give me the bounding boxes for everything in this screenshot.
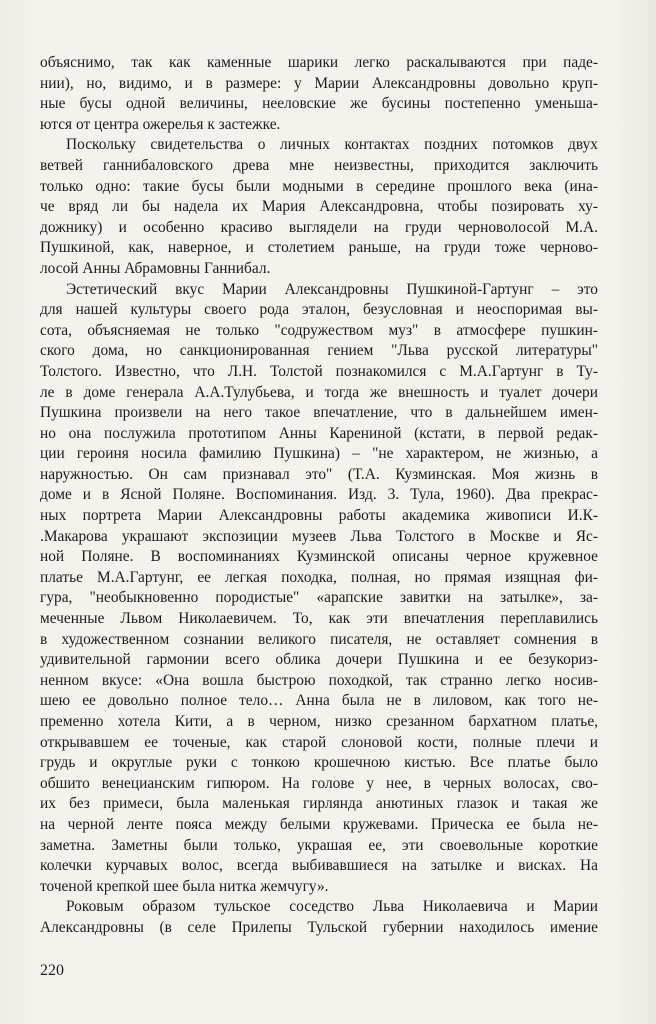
paragraph (40, 280, 598, 898)
text-line: шею ее довольно полное тело… Анна была не в лиловом, как того не- (40, 692, 598, 710)
text-line: платье М.А.Гартунг, ее легкая походка, полная, но прямая изящная фи- (40, 568, 598, 586)
text-line: ции героиня носила фамилию Пушкина) – "не характером, не жизнью, а (40, 445, 598, 463)
paragraph (40, 897, 598, 938)
text-line: только одно: такие бусы были модными в середине прошлого века (ина- (40, 177, 598, 195)
text-line: на черной ленте пояса между белыми кружевами. Прическа ее была не- (40, 815, 598, 833)
text-line: ных портрета Марии Александровны работы академика живописи И.К- (40, 507, 598, 525)
text-line: грудь и округлые руки с тонкою крошечною кистью. Все платье было (40, 754, 598, 772)
text-line: ветвей ганнибаловского древа мне неизвестны, приходится заключить (40, 156, 598, 174)
text-line: меченные Львом Николаевичем. То, как эти впечатления переплавились (40, 610, 598, 628)
text-line: дожнику) и особенно красиво выглядели на груди черноволосой М.А. (40, 218, 598, 236)
paragraph (40, 135, 598, 279)
text-line: наружностью. Он сам признавал это" (Т.А. Кузминская. Моя жизнь в (40, 465, 598, 483)
text-line: .Макарова украшают экспозиции музеев Льва Толстого в Москве и Яс- (40, 527, 598, 545)
text-line: точеной крепкой шее была нитка жемчугу». (40, 877, 329, 895)
body-text (40, 53, 598, 939)
text-line: для нашей культуры своего рода эталон, безусловная и неоспоримая вы- (40, 301, 598, 319)
text-line: открывавшем ее точеные, как старой слоновой кости, полные плечи и (40, 733, 598, 751)
text-line: заметна. Заметны были только, украшая ее, эти своевольные короткие (40, 836, 598, 854)
page-number: 220 (40, 962, 64, 979)
text-line: че вряд ли бы надела их Мария Александровна, чтобы позировать ху- (40, 198, 598, 216)
text-line: ются от центра ожерелья к застежке. (40, 115, 281, 133)
text-line: удивительной гармонии всего облика дочери Пушкина и ее безукориз- (40, 651, 598, 669)
text-line: Роковым образом тульское соседство Льва Николаевича и Марии (66, 898, 598, 916)
text-line: ского дома, но санкционированная гением "Льва русской литературы" (40, 342, 598, 360)
text-line: Толстого. Известно, что Л.Н. Толстой познакомился с М.А.Гартунг в Ту- (40, 362, 598, 380)
text-line: нии), но, видимо, и в размере: у Марии Александровны довольно круп- (40, 74, 598, 92)
text-line: ле в доме генерала А.А.Тулубьева, и тогда же внешность и туалет дочери (40, 383, 598, 401)
text-line: Александровны (в селе Прилепы Тульской губернии находилось имение (40, 918, 598, 936)
text-line: сота, объясняемая не только "содружеством муз" в атмосфере пушкин- (40, 321, 598, 339)
text-line: Пушкиной, как, наверное, и столетием раньше, на груди тоже черново- (40, 239, 598, 257)
text-line: Поскольку свидетельства о личных контактах поздних потомков двух (66, 136, 598, 154)
text-line: их без примеси, была маленькая гирлянда анютиных глазок и такая же (40, 795, 598, 813)
text-line: но она послужила прототипом Анны Карениной (кстати, в первой редак- (40, 424, 598, 442)
text-line: доме и в Ясной Поляне. Воспоминания. Изд. 3. Тула, 1960). Два прекрас- (40, 486, 598, 504)
text-line: ные бусы одной величины, нееловские же бусины постепенно уменьша- (40, 95, 598, 113)
paragraph (40, 53, 598, 135)
text-line: в художественном сознании великого писателя, не оставляет сомнения в (40, 630, 598, 648)
text-line: ненном вкусе: «Она вошла быстрою походкой, так странно легко носив- (40, 671, 598, 689)
text-line: обшито венецианским гипюром. На голове у нее, в черных волосах, сво- (40, 774, 598, 792)
text-line: объяснимо, так как каменные шарики легко раскалываются при паде- (40, 54, 598, 71)
text-line: Эстетический вкус Марии Александровны Пушкиной-Гартунг – это (66, 280, 598, 298)
text-line: колечки курчавых волос, всегда выбивавшиеся на затылке и висках. На (40, 857, 598, 875)
text-line: лосой Анны Абрамовны Ганнибал. (40, 259, 271, 277)
text-line: Пушкина произвели на него такое впечатление, что в дальнейшем имен- (40, 404, 598, 422)
text-line: ной Поляне. В воспоминаниях Кузминской описаны черное кружевное (40, 548, 598, 566)
text-line: пременно хотела Кити, а в черном, низко срезанном бархатном платье, (40, 713, 598, 730)
text-line: гура, "необыкновенно породистые" «арапские завитки на затылке», за- (40, 589, 598, 607)
